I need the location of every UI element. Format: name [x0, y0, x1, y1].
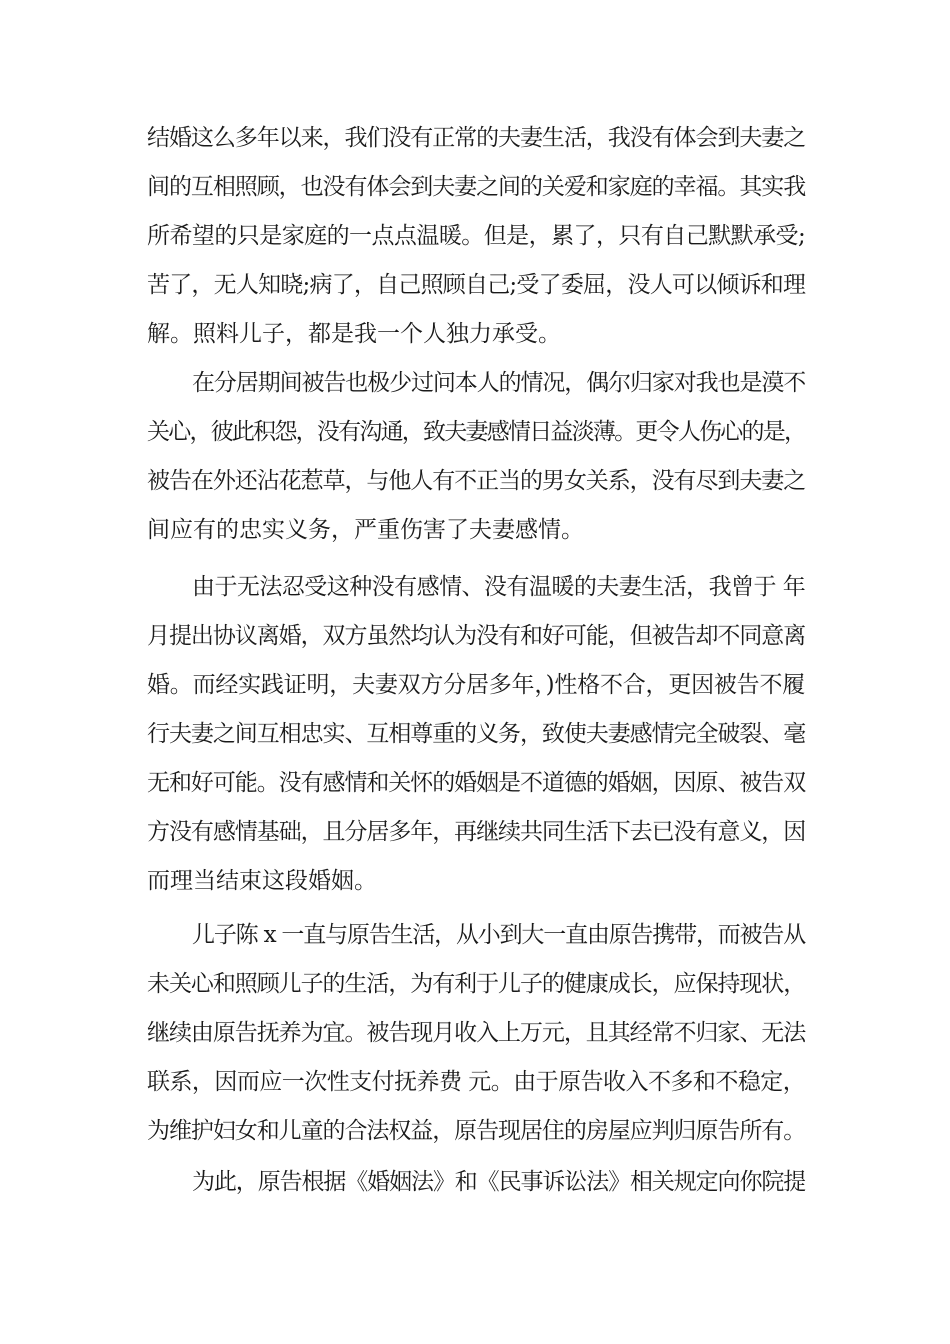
paragraph-first-line	[0, 1162, 950, 1202]
text-line	[0, 665, 950, 705]
text-line-content: 为维护妇女和儿童的合法权益，原告现居住的房屋应判归原告所有。	[147, 1118, 805, 1144]
text-line	[0, 714, 950, 754]
text-line-content: 苦了，无人知晓;病了，自己照顾自己;受了委屈，没人可以倾诉和理	[147, 272, 805, 298]
text-line-content: 行夫妻之间互相忠实、互相尊重的义务，致使夫妻感情完全破裂、毫	[147, 721, 805, 747]
paragraph-first-line	[0, 915, 950, 955]
text-line	[0, 1062, 950, 1102]
text-line-content: 月提出协议离婚，双方虽然均认为没有和好可能，但被告却不同意离	[147, 623, 805, 649]
text-line-content: 结婚这么多年以来，我们没有正常的夫妻生活，我没有体会到夫妻之	[147, 125, 805, 151]
text-line	[0, 265, 950, 305]
paragraph-first-line	[0, 363, 950, 403]
text-line	[0, 314, 950, 354]
text-line-content: 方没有感情基础，且分居多年，再继续共同生活下去已没有意义，因	[147, 819, 805, 845]
text-line	[0, 461, 950, 501]
text-line-content: 间的互相照顾，也没有体会到夫妻之间的关爱和家庭的幸福。其实我	[147, 174, 805, 200]
text-line	[0, 812, 950, 852]
text-line-content: 所希望的只是家庭的一点点温暖。但是，累了，只有自己默默承受;	[147, 223, 805, 249]
text-line	[0, 763, 950, 803]
text-line-content: 而理当结束这段婚姻。	[147, 868, 377, 894]
text-line	[0, 616, 950, 656]
text-line-content: 解。照料儿子，都是我一个人独力承受。	[147, 321, 561, 347]
text-line-content: 无和好可能。没有感情和关怀的婚姻是不道德的婚姻，因原、被告双	[147, 770, 805, 796]
text-line	[0, 1013, 950, 1053]
text-line	[0, 216, 950, 256]
text-line-content: 婚。而经实践证明，夫妻双方分居多年，)性格不合，更因被告不履	[147, 672, 805, 698]
text-line	[0, 510, 950, 550]
text-line	[0, 861, 950, 901]
text-line-content: 儿子陈 x 一直与原告生活，从小到大一直由原告携带，而被告从	[192, 922, 805, 948]
text-line-content: 未关心和照顾儿子的生活，为有利于儿子的健康成长，应保持现状，	[147, 971, 805, 997]
paragraph-first-line	[0, 567, 950, 607]
text-line-content: 关心，彼此积怨，没有沟通，致夫妻感情日益淡薄。更令人伤心的是，	[147, 419, 805, 445]
text-line-content: 被告在外还沾花惹草，与他人有不正当的男女关系，没有尽到夫妻之	[147, 468, 805, 494]
text-line-content: 为此，原告根据《婚姻法》和《民事诉讼法》相关规定向你院提	[192, 1169, 805, 1195]
text-line-content: 继续由原告抚养为宜。被告现月收入上万元，且其经常不归家、无法	[147, 1020, 805, 1046]
text-line	[0, 167, 950, 207]
text-line-content: 联系，因而应一次性支付抚养费 元。由于原告收入不多和不稳定，	[147, 1069, 805, 1095]
text-line-content: 由于无法忍受这种没有感情、没有温暖的夫妻生活，我曾于 年	[192, 574, 805, 600]
text-line-content: 间应有的忠实义务，严重伤害了夫妻感情。	[147, 517, 584, 543]
text-line	[0, 1111, 950, 1151]
text-line-content: 在分居期间被告也极少过问本人的情况，偶尔归家对我也是漠不	[192, 370, 805, 396]
text-line	[0, 412, 950, 452]
text-line	[0, 118, 950, 158]
text-line	[0, 964, 950, 1004]
